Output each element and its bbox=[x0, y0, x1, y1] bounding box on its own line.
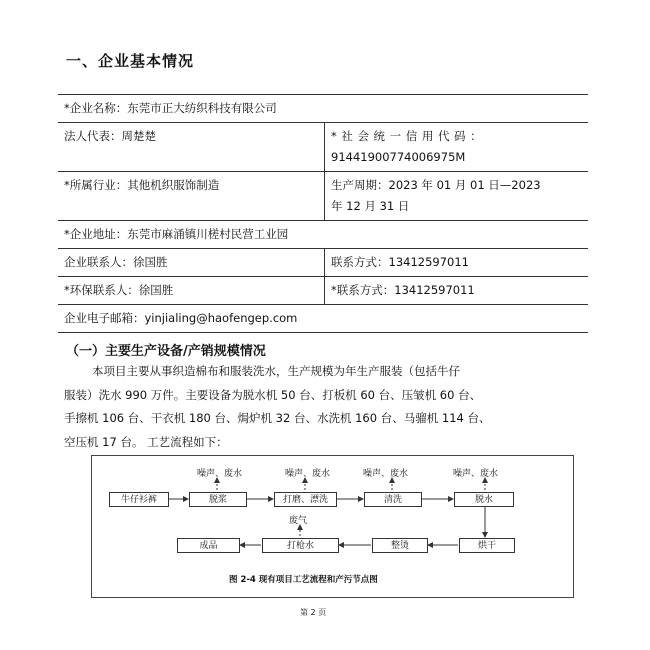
emission-label: 噪声、废水 bbox=[285, 469, 331, 479]
step-dewatering: 脱水 bbox=[454, 492, 514, 507]
period-line-2: 年 12 月 31 日 bbox=[331, 199, 410, 213]
step-drying: 烘干 bbox=[459, 538, 515, 553]
step-jeans: 牛仔衫裤 bbox=[109, 492, 169, 507]
production-period bbox=[325, 172, 589, 221]
emission-label: 噪声、废水 bbox=[197, 469, 243, 479]
step-finished-product: 成品 bbox=[177, 538, 240, 553]
contact-person: 企业联系人：徐国胜 bbox=[58, 249, 325, 277]
company-info-table bbox=[58, 94, 588, 333]
paragraph-line: 手擦机 106 台、干衣机 180 台、焗炉机 32 台、水洗机 160 台、马骝机 114 台、 bbox=[64, 411, 491, 425]
credit-code-label: *社会统一信用代码： bbox=[331, 129, 487, 143]
subsection-title: （一）主要生产设备/产销规模情况 bbox=[66, 344, 266, 359]
step-desizing: 脱浆 bbox=[189, 492, 247, 507]
paragraph-line: 本项目主要从事织造棉布和服装洗水，生产规模为年生产服装（包括牛仔 bbox=[92, 364, 460, 378]
period-line-1: 生产周期：2023 年 01 月 01 日—2023 bbox=[331, 178, 541, 192]
company-email: 企业电子邮箱：yinjialing@haofengep.com bbox=[58, 305, 588, 333]
industry: *所属行业：其他机织服饰制造 bbox=[58, 172, 325, 221]
page-number: 第 2 页 bbox=[300, 608, 327, 617]
paragraph-line: 服装）洗水 990 万件。主要设备为脱水机 50 台、打板机 60 台、压皱机 60 台、 bbox=[64, 387, 482, 402]
paragraph-line: 空压机 17 台。 工艺流程如下： bbox=[64, 434, 228, 449]
step-spray-gun: 打枪水 bbox=[262, 538, 339, 553]
legal-representative: 法人代表：周楚楚 bbox=[58, 123, 325, 172]
company-name: *企业名称：东莞市正大纺织科技有限公司 bbox=[58, 95, 588, 123]
step-grinding-rinsing: 打磨、漂洗 bbox=[274, 492, 337, 507]
exhaust-gas-label: 废气 bbox=[289, 516, 308, 526]
step-ironing: 整烫 bbox=[372, 538, 428, 553]
env-contact-person: *环保联系人：徐国胜 bbox=[58, 277, 325, 305]
body-paragraph bbox=[64, 360, 596, 454]
figure-caption: 图 2-4 现有项目工艺流程和产污节点图 bbox=[229, 575, 378, 585]
emission-label: 噪声、废水 bbox=[453, 469, 499, 479]
emission-label: 噪声、废水 bbox=[363, 469, 409, 479]
env-contact-phone: *联系方式：13412597011 bbox=[325, 277, 589, 305]
step-cleaning: 清洗 bbox=[364, 492, 422, 507]
credit-code-value: 91441900774006975M bbox=[331, 150, 466, 164]
company-address: *企业地址：东莞市麻涌镇川槎村民营工业园 bbox=[58, 221, 588, 249]
contact-phone: 联系方式：13412597011 bbox=[325, 249, 589, 277]
credit-code-cell bbox=[325, 123, 589, 172]
section-title: 一、企业基本情况 bbox=[66, 52, 195, 70]
